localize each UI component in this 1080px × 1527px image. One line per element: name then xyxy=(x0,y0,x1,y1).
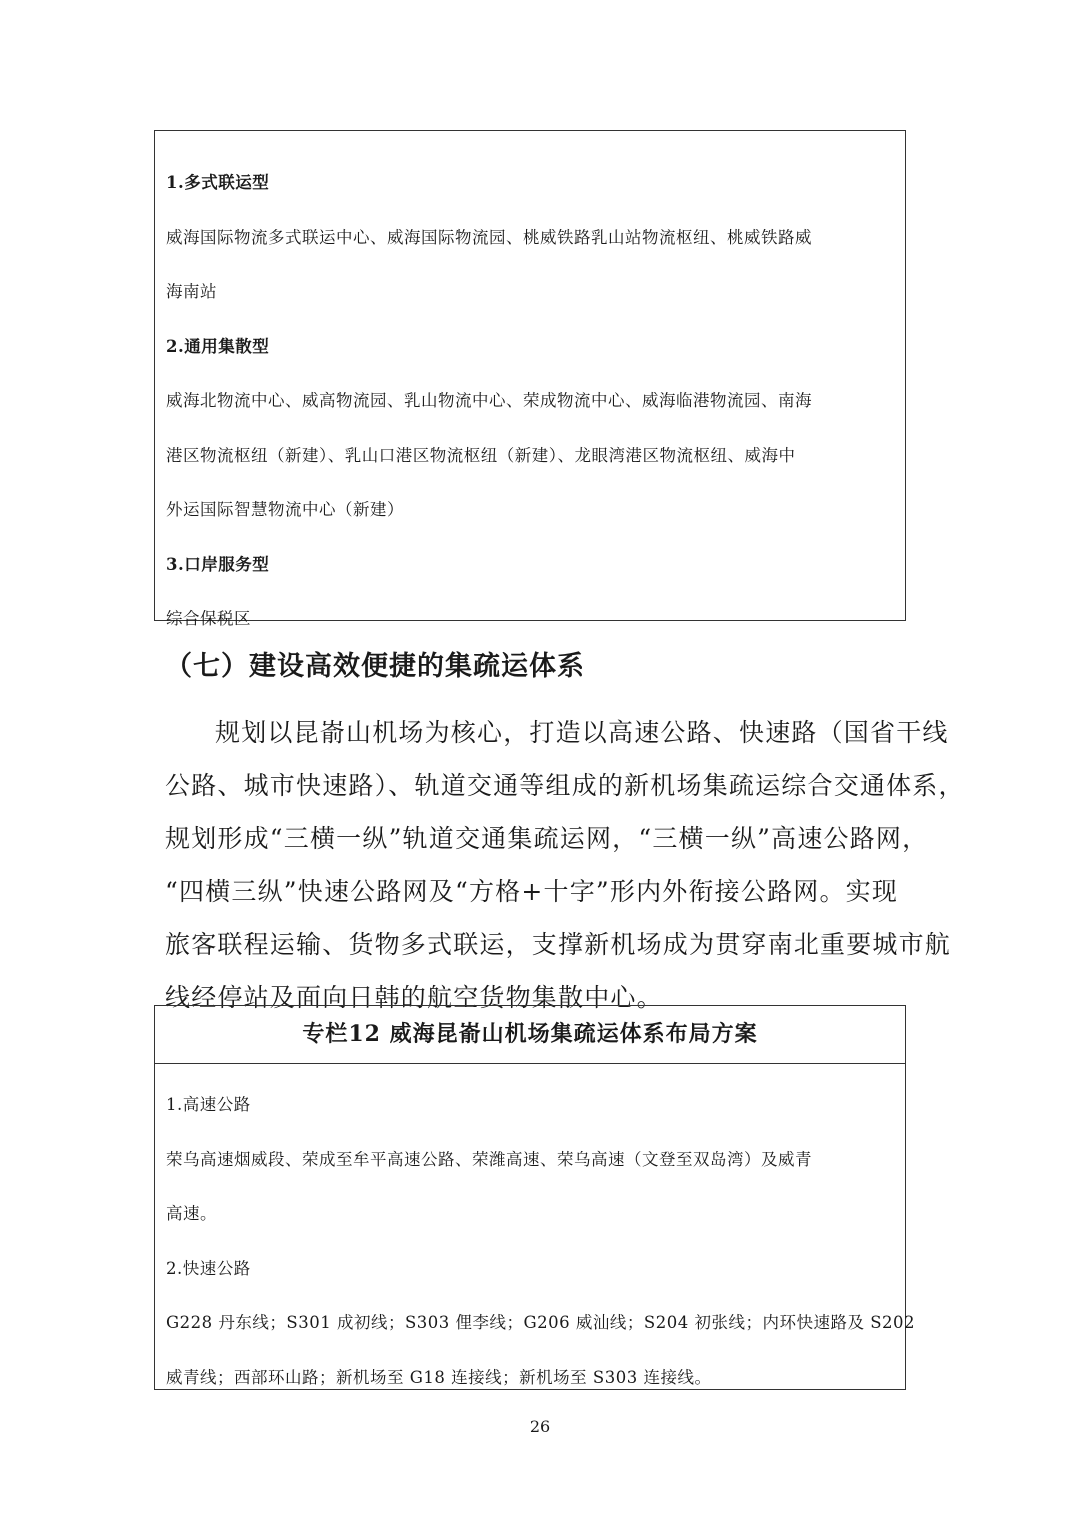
list-item: 综合保税区 xyxy=(166,609,251,628)
paragraph-line: 公路、城市快速路）、轨道交通等组成的新机场集疏运综合交通体系， xyxy=(165,771,965,800)
section-heading: （七）建设高效便捷的集疏运体系 xyxy=(165,651,585,682)
table-title: 专栏12 威海昆嵛山机场集疏运体系布局方案 xyxy=(155,1006,905,1064)
paragraph-line: “四横三纵”快速公路网及“方格+十字”形内外衔接公路网。实现 xyxy=(165,877,899,906)
list-item: 威海北物流中心、威高物流园、乳山物流中心、荣成物流中心、威海临港物流园、南海 xyxy=(166,391,812,410)
paragraph-line: 规划形成“三横一纵”轨道交通集疏运网，“三横一纵”高速公路网， xyxy=(165,824,929,853)
airport-layout-table xyxy=(154,1005,916,1390)
list-item: 外运国际智慧物流中心（新建） xyxy=(166,500,404,519)
category-heading: 1.多式联运型 xyxy=(166,173,270,192)
table-content xyxy=(155,1064,916,1405)
body-paragraph xyxy=(165,706,965,1024)
list-item: 威青线；西部环山路；新机场至 G18 连接线；新机场至 S303 连接线。 xyxy=(166,1367,712,1387)
list-item: 港区物流枢纽（新建）、乳山口港区物流枢纽（新建）、龙眼湾港区物流枢纽、威海中 xyxy=(166,445,796,465)
list-item: 威海国际物流多式联运中心、威海国际物流园、桃威铁路乳山站物流枢纽、桃威铁路威 xyxy=(166,227,812,247)
category-heading: 3.口岸服务型 xyxy=(166,554,270,574)
paragraph-line: 旅客联程运输、货物多式联运，支撑新机场成为贯穿南北重要城市航 xyxy=(165,930,952,959)
list-item: 1.高速公路 xyxy=(166,1095,251,1114)
list-item: 2.快速公路 xyxy=(166,1258,251,1278)
list-item: 高速。 xyxy=(166,1204,217,1223)
list-item: 荣乌高速烟威段、荣成至牟平高速公路、荣潍高速、荣乌高速（文登至双岛湾）及威青 xyxy=(166,1149,812,1169)
category-heading: 2.通用集散型 xyxy=(166,336,270,356)
list-item: G228 丹东线；S301 成初线；S303 俚李线；G206 威汕线；S204 初张线；内环快速路及 S202 xyxy=(166,1313,916,1332)
logistics-hub-table xyxy=(154,130,906,628)
list-item: 海南站 xyxy=(166,282,217,301)
page-number: 26 xyxy=(529,1417,551,1436)
paragraph-line: 规划以昆嵛山机场为核心，打造以高速公路、快速路（国省干线 xyxy=(215,718,949,747)
paragraph-line: 线经停站及面向日韩的航空货物集散中心。 xyxy=(165,983,663,1012)
